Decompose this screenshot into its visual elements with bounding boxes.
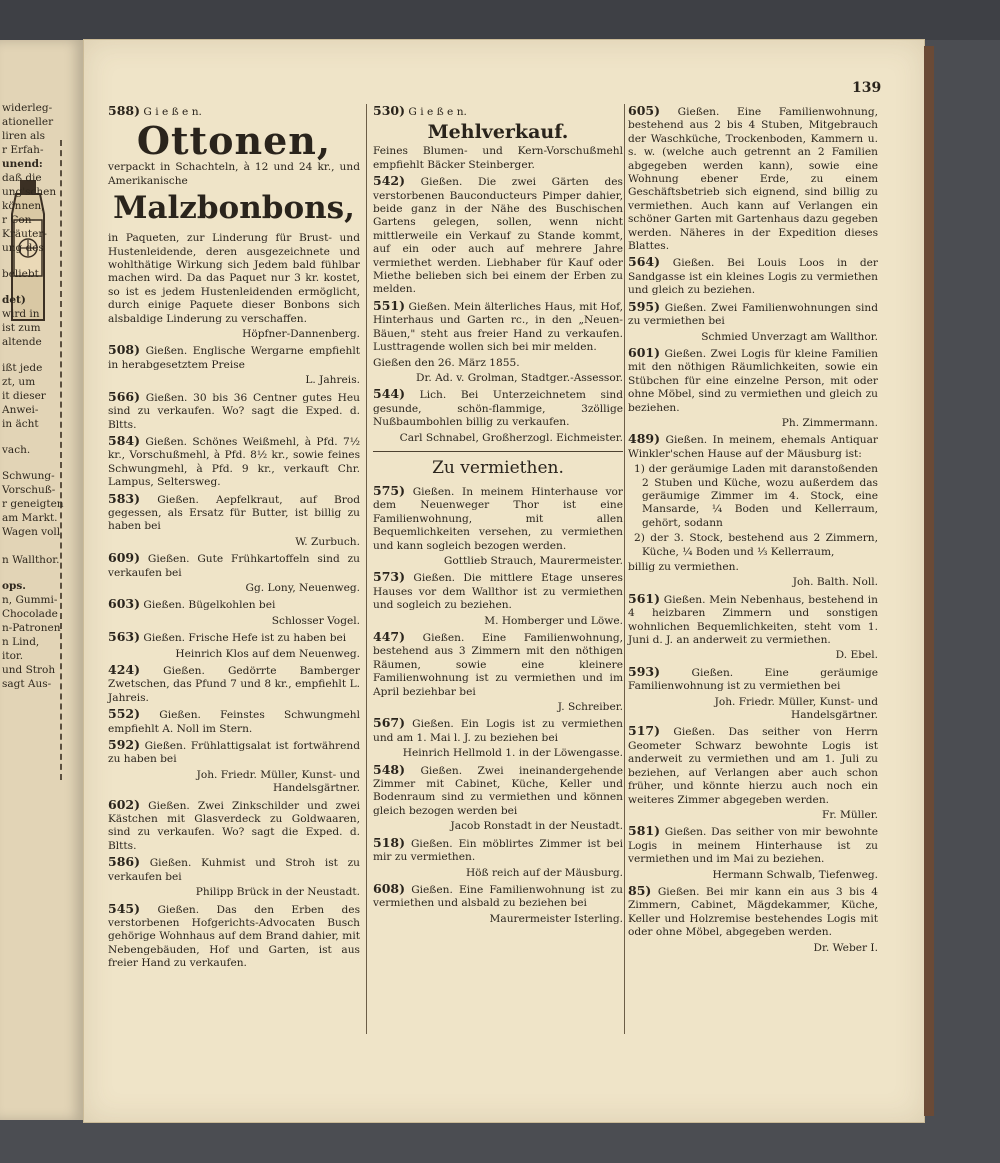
advertisement	[373, 570, 623, 628]
ad-signature: Fr. Müller.	[822, 808, 878, 821]
ad-body: Lich. Bei Unterzeichnetem sind gesunde, schön-flammige, 3zöllige Nußbaumbohlen billig zu verkaufen.	[373, 389, 623, 429]
left-margin-line: unend:	[2, 158, 43, 170]
ad-text	[628, 724, 878, 806]
advertisement	[373, 630, 623, 714]
advertisement	[373, 763, 623, 834]
advertisement	[373, 387, 623, 445]
ad-number: 489)	[628, 431, 661, 447]
ad-signature: Höpfner-Dannenberg.	[242, 328, 360, 341]
ad-signature: Schlosser Vogel.	[271, 614, 360, 627]
ad-number: 573)	[373, 569, 406, 585]
ad-body: Gießen. Frische Hefe ist zu haben bei	[143, 632, 347, 645]
ad-signature: M. Homberger und Löwe.	[484, 614, 623, 627]
ad-text	[628, 346, 878, 415]
ad-body: G i e ß e n.	[408, 106, 467, 118]
ad-number: 85)	[628, 882, 652, 898]
ad-text	[108, 390, 360, 432]
ad-text	[373, 299, 623, 355]
ad-text	[108, 630, 360, 645]
column-rule-1	[366, 104, 367, 1034]
ad-signature: Höß reich auf der Mäusburg.	[465, 866, 623, 879]
ad-body: Gießen. Feinstes Schwungmehl empfiehlt A. Noll im Stern.	[108, 709, 360, 735]
ad-body: Gießen. Gedörrte Bamberger Zwetschen, das Pfund 7 und 8 kr., empfiehlt L. Jahreis.	[108, 665, 360, 704]
left-margin-line: Chocolade	[2, 608, 58, 620]
ad-body: Gießen. Zwei Familienwohnungen sind zu vermiethen bei	[628, 301, 879, 328]
ad-text	[108, 707, 360, 736]
ad-signature: Joh. Balth. Noll.	[792, 576, 878, 589]
ad-text	[108, 492, 360, 534]
ad-text	[108, 551, 360, 580]
ad-signature: Dr. Ad. v. Grolman, Stadtger.-Assessor.	[415, 371, 623, 384]
ad-signature: Joh. Friedr. Müller, Kunst- und Handelsgärtner.	[196, 768, 360, 795]
advertisement	[108, 492, 360, 550]
left-margin-line: können,	[2, 200, 45, 212]
column-1	[108, 104, 360, 973]
left-margin-line: wird in	[2, 308, 40, 320]
left-margin-line: Kräuter-	[2, 228, 47, 240]
ad-body: Gießen. Bei Louis Loos in der Sandgasse ist ein kleines Logis zu vermiethen und gleich zu beziehen.	[628, 257, 878, 297]
ad-text-continued: billig zu vermiethen.	[628, 561, 739, 573]
ad-signature: Gg. Lony, Neuenweg.	[245, 581, 360, 594]
ad-text	[108, 798, 360, 854]
ad-text	[373, 484, 623, 553]
left-margin-line: n Wallthor.	[2, 554, 60, 566]
left-margin-line: r geneigten	[2, 498, 64, 510]
ad-text	[108, 434, 360, 490]
left-margin-line: altende	[2, 336, 42, 348]
ad-signature: Joh. Friedr. Müller, Kunst- und Handelsgärtner.	[714, 695, 878, 722]
advertisement	[108, 343, 360, 387]
ad-signature: D. Ebel.	[835, 649, 878, 662]
ad-body: Gießen. Das den Erben des verstorbenen Hofgerichts-Advocaten Busch gehörige Wohnhaus auf dem Brand dahier, mit Nebengebäuden, Hof und Garten, ist aus freier Hand zu verkaufen.	[108, 903, 361, 970]
ad-number: 595)	[628, 298, 661, 314]
ad-signature: Gottlieb Strauch, Maurermeister.	[443, 554, 623, 567]
left-margin-line: det)	[2, 294, 26, 306]
advertisement	[108, 902, 360, 971]
ad-text	[628, 884, 878, 940]
left-margin-line: und Stroh	[2, 664, 56, 676]
ad-signature: Dr. Weber I.	[813, 941, 878, 954]
advertisement	[108, 663, 360, 705]
ad-number: 593)	[628, 663, 661, 679]
ad-list-item: 1) der geräumige Laden mit daranstoßenden 2 Stuben und Küche, wozu außerdem das geräumige Zimmer im 4. Stock, eine Mansarde, ¼ Boden und Kellerraum, gehört, sodann	[634, 463, 878, 529]
ad-number: 602)	[108, 796, 141, 812]
ad-text	[373, 387, 623, 429]
ad-signature: L. Jahreis.	[305, 374, 360, 387]
left-margin-line: zt, um	[2, 376, 36, 388]
advertisement	[373, 121, 623, 143]
advertisement	[373, 882, 623, 926]
advertisement	[108, 104, 360, 119]
ad-body: Gießen. Ein Logis ist zu vermiethen und am 1. Mai l. J. zu beziehen bei	[373, 718, 624, 744]
ad-number: 575)	[373, 482, 406, 498]
left-margin-line: sagt Aus-	[2, 678, 52, 690]
advertisement	[373, 716, 623, 760]
ad-body: Gießen. Bügelkohlen bei	[143, 599, 276, 612]
ad-text	[108, 663, 360, 705]
advertisement	[373, 145, 623, 172]
ad-body: Gießen. Englische Wergarne empfiehlt in herabgesetztem Preise	[108, 345, 360, 371]
ad-text	[373, 104, 623, 119]
left-margin-line: vach.	[2, 444, 31, 456]
ad-text	[108, 104, 360, 119]
ad-number: 518)	[373, 834, 406, 850]
ad-signature: Schmied Unverzagt am Wallthor.	[701, 330, 878, 343]
advertisement	[108, 232, 360, 341]
ad-number: 530)	[373, 103, 406, 118]
left-margin-line: n Lind,	[2, 636, 40, 648]
ad-body: Gießen. Mein Nebenhaus, bestehend in 4 heizbaren Zimmern und sonstigen wohnlichen Bequemlichkeiten, steht vom 1. Juni d. J. an anderweit zu vermiethen.	[628, 593, 878, 647]
headline-ottonen: Ottonen,	[136, 118, 332, 164]
ad-signature: W. Zurbuch.	[295, 535, 360, 548]
left-margin-line: Vorschuß-	[2, 484, 56, 496]
ad-list-item: 2) der 3. Stock, bestehend aus 2 Zimmern, Küche, ¼ Boden und ⅓ Kellerraum,	[634, 532, 878, 558]
advertisement	[108, 190, 360, 226]
ad-number: 424)	[108, 662, 141, 677]
ad-text	[373, 716, 623, 745]
ad-text	[373, 145, 623, 172]
ad-signature: Hermann Schwalb, Tiefenweg.	[712, 868, 878, 881]
advertisement	[628, 592, 878, 663]
advertisement	[373, 174, 623, 297]
advertisement	[108, 707, 360, 736]
ad-signature: Heinrich Hellmold 1. in der Löwengasse.	[402, 747, 623, 760]
column-3	[628, 104, 878, 957]
ad-text	[108, 343, 360, 372]
left-margin-line: widerleg-	[2, 102, 53, 114]
headline-mehlverkauf: Mehlverkauf.	[427, 121, 569, 144]
ad-number: 603)	[108, 596, 141, 612]
ad-text	[108, 161, 360, 188]
ad-body: Gießen. Bei mir kann ein aus 3 bis 4 Zimmern, Cabinet, Mägdekammer, Küche, Keller und Holzremise bestehendes Logis mit oder ohne Möbel, abgegeben werden.	[628, 885, 878, 939]
ad-body: Gießen. Die zwei Gärten des verstorbenen Bauconducteurs Pimper dahier, beide ganz in der Nähe des Buschischen Gartens gelegen, sollen, wenn nicht mittlerweile ein Verkauf zu Stande kommt, auf ein oder auch auf mehrere Jahre vermiethet werden. Liebhaber für Kauf oder Miethe belieben sich bei einem der Erben zu melden.	[373, 176, 623, 296]
column-rule-2	[624, 104, 625, 1034]
ad-text	[373, 882, 623, 911]
ad-number: 588)	[108, 103, 141, 118]
advertisement	[108, 161, 360, 188]
ad-body: Gießen. Kuhmist und Stroh ist zu verkaufen bei	[108, 857, 360, 883]
ad-body: Gießen. Gute Frühkartoffeln sind zu verkaufen bei	[108, 553, 360, 579]
ad-body: Gießen. Zwei Zinkschilder und zwei Kästchen mit Glasverdeck zu Goldwaaren, sind zu verkaufen. Wo? sagt die Exped. d. Bltts.	[108, 799, 360, 852]
ad-body: Gießen. Frühlattigsalat ist fortwährend zu haben bei	[108, 740, 360, 766]
left-margin-line: Anwei-	[2, 404, 39, 416]
ad-number: 548)	[373, 761, 406, 777]
advertisement	[373, 484, 623, 568]
ad-body: G i e ß e n.	[143, 106, 202, 118]
ad-number: 609)	[108, 550, 141, 566]
ad-signature: Maurermeister Isterling.	[489, 912, 623, 925]
advertisement	[108, 551, 360, 595]
ad-number: 551)	[373, 297, 406, 313]
ad-body: Gießen. In meinem, ehemals Antiquar Winkler'schen Hause auf der Mäusburg ist:	[628, 434, 878, 460]
advertisement	[628, 255, 878, 297]
left-margin-line: ung'schen	[2, 186, 57, 198]
ad-text	[628, 255, 878, 297]
ad-number: 552)	[108, 706, 141, 722]
advertisement	[108, 855, 360, 899]
ad-body: Gießen. Aepfelkraut, auf Brod gegessen, als Ersatz für Butter, ist billig zu haben bei	[108, 493, 360, 533]
left-margin-line: in ächt	[2, 418, 39, 430]
ad-text	[108, 855, 360, 884]
ad-number: 605)	[628, 103, 661, 118]
ad-number: 517)	[628, 723, 661, 739]
ad-number: 592)	[108, 737, 141, 753]
advertisement	[628, 824, 878, 882]
ad-number: 581)	[628, 823, 661, 839]
left-margin-line: liren als	[2, 130, 46, 142]
advertisement	[373, 836, 623, 880]
ad-body: verpackt in Schachteln, à 12 und 24 kr., und Amerikanische	[108, 161, 360, 187]
advertisement	[628, 300, 878, 344]
ad-signature: Carl Schnabel, Großherzogl. Eichmeister.	[399, 431, 623, 444]
ad-number: 545)	[108, 900, 141, 916]
left-margin-line: Schwung-	[2, 470, 55, 482]
advertisement	[108, 738, 360, 796]
ad-number: 584)	[108, 432, 141, 448]
ad-text	[373, 630, 623, 699]
left-margin-line: daß die	[2, 172, 42, 184]
ad-body: Gießen. In meinem Hinterhause vor dem Neuenweger Thor ist eine Familienwohnung, mit allen Bequemlichkeiten versehen, zu vermiethen und kann sogleich bezogen werden.	[373, 485, 623, 552]
left-margin-line: n-Patronen	[2, 622, 61, 634]
ad-number: 544)	[373, 386, 406, 402]
ad-number: 561)	[628, 590, 661, 606]
ad-body: Gießen. Mein älterliches Haus, mit Hof, Hinterhaus und Garten rc., in den „Neuen-Bäuen," steht aus freier Hand zu verkaufen. Lusttragende wollen sich bei mir melden.	[373, 300, 623, 354]
ad-body: Gießen. Das seither von mir bewohnte Logis in meinem Hinterhause ist zu vermiethen und im Mai zu beziehen.	[628, 826, 878, 866]
ad-number: 566)	[108, 388, 141, 404]
ad-body: Gießen. Eine Familienwohnung ist zu vermiethen und alsbald zu beziehen bei	[373, 883, 623, 910]
ad-signature: Heinrich Klos auf dem Neuenweg.	[175, 647, 360, 660]
ad-text	[108, 232, 360, 326]
ad-text	[108, 738, 360, 767]
ad-number: 563)	[108, 629, 141, 645]
ad-number: 508)	[108, 342, 141, 358]
ad-number: 567)	[373, 715, 406, 731]
background-top	[0, 0, 1000, 40]
ad-number: 586)	[108, 854, 141, 870]
left-page-border	[60, 140, 62, 780]
ad-signature: Jacob Ronstadt in der Neustadt.	[450, 820, 623, 833]
page-number: 139	[852, 80, 882, 96]
ad-body: Gießen. Die mittlere Etage unseres Hauses vor dem Wallthor ist zu vermiethen und sogleich zu beziehen.	[373, 572, 623, 612]
ad-body: Gießen. Zwei ineinandergehende Zimmer mit Cabinet, Küche, Keller und Bodenraum sind zu vermiethen und können gleich bezogen werden bei	[373, 764, 623, 817]
ad-number: 601)	[628, 344, 661, 360]
ad-signature: J. Schreiber.	[557, 701, 623, 714]
ad-text	[373, 763, 623, 819]
ad-text	[628, 824, 878, 866]
ad-text	[373, 570, 623, 612]
advertisement	[108, 630, 360, 661]
ad-text	[108, 902, 360, 971]
ad-text	[628, 104, 878, 253]
section-title: Zu vermiethen.	[432, 457, 564, 478]
ad-text-continued: Gießen den 26. März 1855.	[373, 356, 520, 369]
left-margin-line: Wagen voll	[2, 526, 61, 538]
ad-body: Gießen. Zwei Logis für kleine Familien mit den nöthigen Räumlichkeiten, sowie ein Stübchen für eine einzelne Person, mit oder ohne Möbel, sind zu vermiethen und gleich zu beziehen.	[628, 347, 878, 414]
ad-text	[373, 836, 623, 865]
advertisement	[628, 104, 878, 253]
advertisement	[628, 665, 878, 723]
ad-number: 447)	[373, 629, 406, 644]
book-spine	[924, 46, 934, 1116]
ad-body: in Paqueten, zur Linderung für Brust- und Hustenleidende, deren ausgezeichnete und wohlthätige Wirkung sich Jedem bald fühlbar machen wird. Da das Paquet nur 3 kr. kostet, so ist es jedem Hustenleidenden ermöglicht, durch einige Paquete dieser Bonbons sich alsbaldige Linderung zu verschaffen.	[108, 232, 360, 325]
ad-number: 542)	[373, 173, 406, 189]
left-margin-line: beliebt	[2, 268, 39, 280]
ad-text	[628, 432, 878, 461]
advertisement	[628, 884, 878, 955]
advertisement	[628, 432, 878, 589]
ad-signature: Philipp Brück in der Neustadt.	[195, 886, 360, 899]
ad-body: Gießen. Eine Familienwohnung, bestehend aus 2 bis 4 Stuben, Mitgebrauch der Waschküche, Trockenboden, Kammern u. s. w. (welche auch getrennt an 2 Familien abgegeben werden kann), sowie eine Wohnung ebener Erde, zu einem Geschäftsbetrieb sich eignend, sind billig zu vermiethen. Auch kann auf Verlangen ein schöner Garten mit Gartenhaus dazu gegeben werden. Näheres in der Expedition dieses Blattes.	[628, 106, 878, 253]
ad-body: Gießen. 30 bis 36 Centner gutes Heu sind zu verkaufen. Wo? sagt die Exped. d. Bltts.	[108, 391, 360, 431]
headline-malzbonbons: Malzbonbons,	[113, 190, 355, 227]
ad-number: 564)	[628, 254, 661, 270]
ad-body: Gießen. Schönes Weißmehl, à Pfd. 7½ kr., Vorschußmehl, à Pfd. 8½ kr., sowie feines Schwungmehl, à Pfd. 9 kr., verkauft Chr. Lampus, Seltersweg.	[108, 435, 360, 489]
left-margin-line: am Markt.	[2, 512, 58, 524]
advertisement	[108, 118, 360, 164]
ad-number: 583)	[108, 490, 141, 506]
left-margin-line: ung des	[2, 242, 44, 254]
left-margin-line: r Con-	[2, 214, 36, 226]
advertisement	[373, 104, 623, 119]
ad-body: Gießen. Eine Familienwohnung, bestehend aus 3 Zimmern mit den nöthigen Räumen, sowie eine kleinere Familienwohnung ist zu vermiethen und im April beziehbar bei	[373, 632, 623, 698]
ad-text	[628, 300, 878, 329]
advertisement	[373, 451, 623, 478]
left-page-edge	[0, 40, 86, 1120]
ad-text	[108, 597, 360, 612]
ad-body: Gießen. Eine geräumige Familienwohnung ist zu vermiethen bei	[628, 666, 879, 693]
advertisement	[628, 346, 878, 430]
section-divider	[373, 451, 623, 452]
left-margin-line: n, Gummi-	[2, 594, 58, 606]
advertisement	[373, 299, 623, 385]
left-margin-line: itor.	[2, 650, 24, 662]
ad-text	[628, 665, 878, 694]
left-margin-line: ist zum	[2, 322, 41, 334]
advertisement	[628, 724, 878, 822]
ad-text	[628, 592, 878, 648]
left-margin-line: ops.	[2, 580, 26, 592]
left-margin-line: ationeller	[2, 116, 54, 128]
column-2	[373, 104, 623, 928]
ad-body: Gießen. Ein möblirtes Zimmer ist bei mir zu vermiethen.	[373, 837, 623, 864]
ad-text	[373, 174, 623, 297]
left-margin-line: ißt jede	[2, 362, 43, 374]
left-margin-line: r Erfah-	[2, 144, 44, 156]
advertisement	[108, 434, 360, 490]
advertisement	[108, 390, 360, 432]
advertisement	[108, 798, 360, 854]
left-margin-line: it dieser	[2, 390, 46, 402]
ad-number: 608)	[373, 880, 406, 896]
ad-signature: Ph. Zimmermann.	[781, 416, 878, 429]
ad-body: Gießen. Das seither von Herrn Geometer Schwarz bewohnte Logis ist anderweit zu vermiethen und am 1. Juli zu beziehen, auf Verlangen aber auch schon früher, und könnte hierzu auch noch ein weiteres Zimmer abgegeben werden.	[628, 726, 878, 806]
advertisement	[108, 597, 360, 628]
ad-body: Feines Blumen- und Kern-Vorschußmehl empfiehlt Bäcker Steinberger.	[373, 145, 623, 171]
